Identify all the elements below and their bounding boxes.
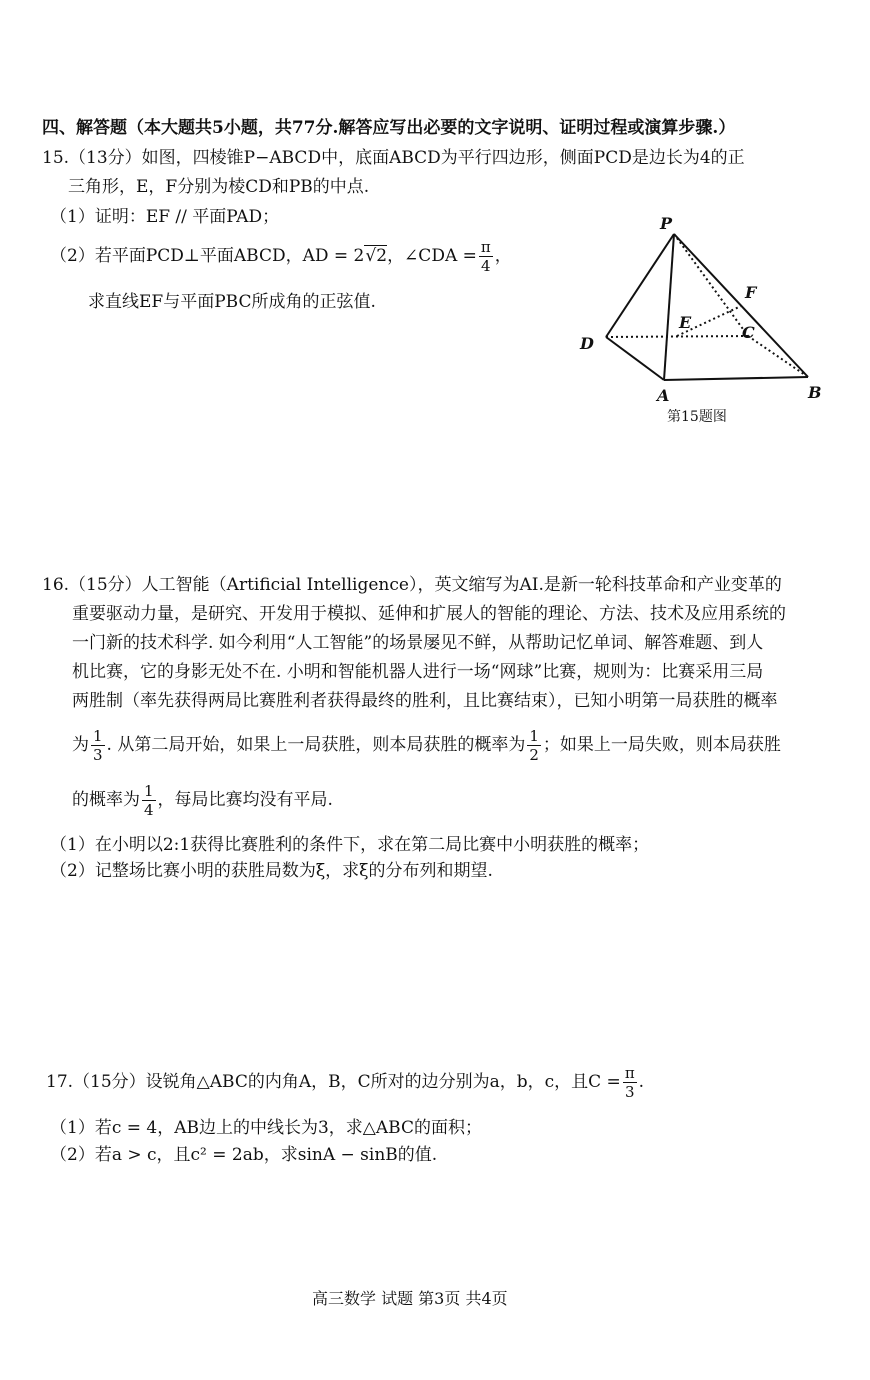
q16-stem-line5: 两胜制（率先获得两局比赛胜利者获得最终的胜利，且比赛结束），已知小明第一局获胜的概率 (72, 691, 778, 711)
q16-part2: （2）记整场比赛小明的获胜局数为ξ，求ξ的分布列和期望. (50, 861, 493, 881)
q15-angle-fraction: $\frac{\pi}{4}$ (480, 238, 491, 275)
q15-part2-text-a: （2）若平面PCD⊥平面ABCD，AD = 2 (50, 246, 365, 266)
q15-part2 (50, 238, 512, 275)
q15-part2-text-b: ，∠CDA = (387, 246, 477, 266)
q16-stem-line4: 机比赛，它的身影无处不在. 小明和智能机器人进行一场“网球”比赛，规则为：比赛采用三局 (72, 662, 764, 682)
label-P: P (660, 214, 673, 233)
label-C: C (742, 323, 755, 342)
q17-fraction-pi-third: $\frac{\pi}{3}$ (624, 1064, 635, 1101)
label-B: B (808, 383, 822, 402)
label-F: F (745, 283, 757, 302)
q15-pyramid-figure (572, 210, 832, 405)
q16-stem-line3: 一门新的技术科学. 如今利用“人工智能”的场景屡见不鲜，从帮助记忆单词、解答难题、到人 (72, 633, 764, 653)
q16-part1: （1）在小明以2:1获得比赛胜利的条件下，求在第二局比赛中小明获胜的概率； (50, 835, 650, 855)
q16-fraction-one-half: $\frac{1}{2}$ (529, 727, 539, 764)
q16-fraction-one-third: $\frac{1}{3}$ (93, 727, 103, 764)
q17-stem-text-a: 17.（15分）设锐角△ABC的内角A，B，C所对的边分别为a，b，c，且C = (46, 1072, 621, 1092)
q16-line7-text-a: 的概率为 (72, 790, 140, 810)
q16-stem-line6 (72, 723, 781, 767)
q17-stem-text-b: . (638, 1072, 645, 1092)
q16-line6-text-c: ；如果上一局失败，则本局获胜 (542, 735, 781, 755)
edge-DA (606, 337, 664, 380)
q15-stem-line2: 三角形，E，F分别为棱CD和PB的中点. (68, 177, 370, 197)
q15-figure-caption: 第15题图 (667, 409, 727, 425)
edge-PD (606, 234, 674, 337)
q16-stem-line1: 16.（15分）人工智能（Artificial Intelligence），英文缩写为AI.是新一轮科技革命和产业变革的 (42, 575, 782, 595)
page-footer: 高三数学 试题 第3页 共4页 (312, 1289, 508, 1308)
q17-stem (46, 1060, 644, 1104)
label-A: A (657, 386, 670, 405)
q16-line6-text-a: 为 (72, 735, 89, 755)
edge-AB (664, 377, 808, 380)
q16-stem-line2: 重要驱动力量，是研究、开发用于模拟、延伸和扩展人的智能的理论、方法、技术及应用系统的 (72, 604, 786, 624)
q16-stem-line7 (72, 778, 333, 822)
q16-line6-text-b: . 从第二局开始，如果上一局获胜，则本局获胜的概率为 (106, 735, 526, 755)
q15-sqrt-two: √2 (365, 246, 388, 266)
edge-DC (606, 336, 748, 337)
q16-fraction-one-quarter: $\frac{1}{4}$ (144, 782, 154, 819)
label-D: D (580, 334, 594, 353)
q17-part2: （2）若a > c，且c² = 2ab，求sinA − sinB的值. (50, 1145, 438, 1165)
q16-line7-text-b: ，每局比赛均没有平局. (157, 790, 333, 810)
edge-CB (748, 336, 808, 377)
q15-part1: （1）证明：EF // 平面PAD； (50, 207, 280, 227)
label-E: E (679, 313, 692, 332)
q15-part2-line2: 求直线EF与平面PBC所成角的正弦值. (88, 292, 376, 312)
q15-part2-text-c: ， (494, 246, 512, 266)
edge-PA (664, 234, 674, 380)
q17-part1: （1）若c = 4，AB边上的中线长为3，求△ABC的面积； (50, 1118, 482, 1138)
q15-stem-line1: 15.（13分）如图，四棱锥P−ABCD中，底面ABCD为平行四边形，侧面PCD是边长为4的正 (42, 148, 745, 168)
edge-PB (674, 234, 808, 377)
section-heading: 四、解答题（本大题共5小题，共77分.解答应写出必要的文字说明、证明过程或演算步骤.） (42, 118, 736, 138)
